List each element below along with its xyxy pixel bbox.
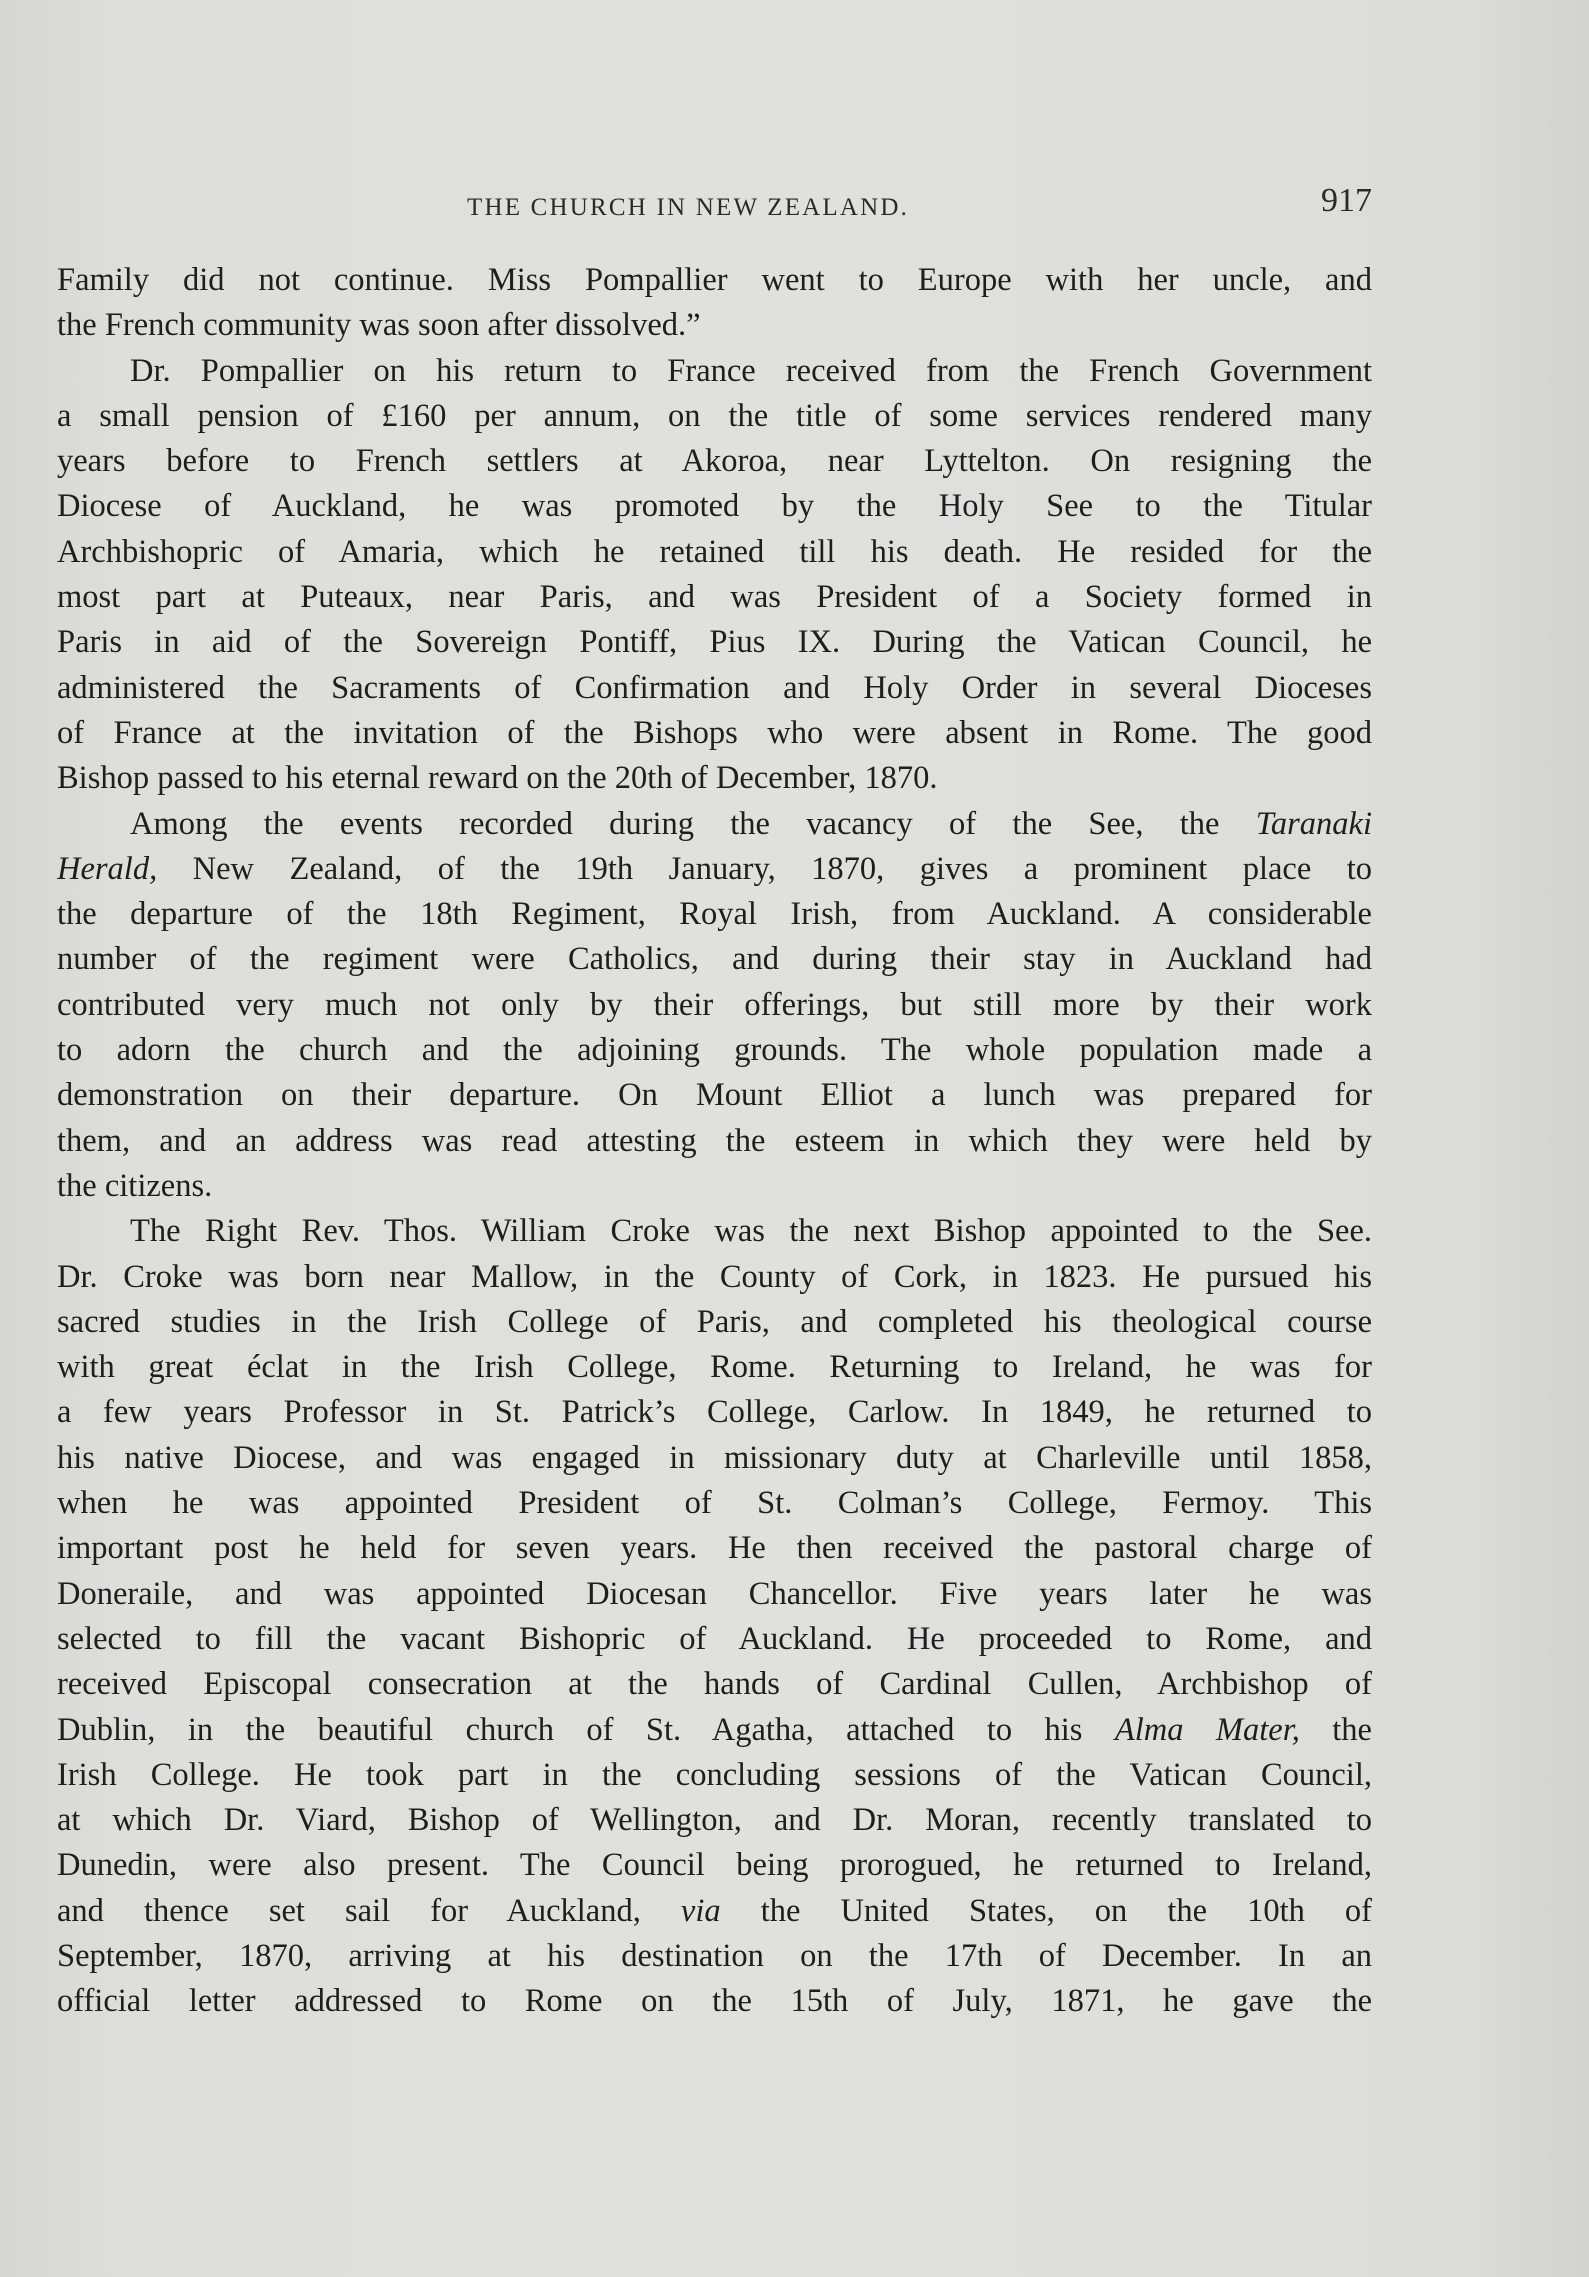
text-line: when he was appointed President of St. Colman’s College, Fermoy. This [57,1485,1372,1522]
text-line: to adorn the church and the adjoining grounds. The whole population made a [57,1032,1372,1069]
italic-word: via [680,1892,721,1929]
running-title: THE CHURCH IN NEW ZEALAND. [467,194,910,221]
text-line: of France at the invitation of the Bishops who were absent in Rome. The good [57,714,1372,751]
text-line: the citizens. [57,1167,213,1204]
text-line: Doneraile, and was appointed Diocesan Chancellor. Five years later he was [57,1575,1372,1612]
text-line: selected to fill the vacant Bishopric of Auckland. He proceeded to Rome, and [57,1620,1372,1657]
text-line: number of the regiment were Catholics, and during their stay in Auckland had [57,941,1372,978]
text-line: Paris in aid of the Sovereign Pontiff, Pius IX. During the Vatican Council, he [57,624,1372,661]
text-line: years before to French settlers at Akoroa, near Lyttelton. On resigning the [57,443,1372,480]
text-line: important post he held for seven years. He then received the pastoral charge of [57,1530,1372,1567]
text-line: official letter addressed to Rome on the 15th of July, 1871, he gave the [57,1983,1372,2020]
text-line: demonstration on their departure. On Mount Elliot a lunch was prepared for [57,1077,1372,1114]
text-line: Diocese of Auckland, he was promoted by the Holy See to the Titular [57,488,1372,525]
text-line: Irish College. He took part in the concluding sessions of the Vatican Council, [57,1756,1372,1793]
text-line: Family did not continue. Miss Pompallier went to Europe with her uncle, and [57,262,1372,298]
text-line: Dr. Croke was born near Mallow, in the County of Cork, in 1823. He pursued his [57,1258,1372,1295]
italic-title: Taranaki [1255,805,1372,842]
text-line: most part at Puteaux, near Paris, and was President of a Society formed in [57,579,1372,616]
text-line: the departure of the 18th Regiment, Royal Irish, from Auckland. A considerable [57,896,1372,933]
running-head [57,182,1372,238]
text-line: received Episcopal consecration at the hands of Cardinal Cullen, Archbishop of [57,1666,1372,1703]
text-line: The Right Rev. Thos. William Croke was the next Bishop appointed to the See. [130,1213,1372,1250]
text-line: contributed very much not only by their offerings, but still more by their work [57,986,1372,1023]
page-number: 917 [1321,182,1372,219]
text-line: and thence set sail for Auckland, via the United States, on the 10th of [57,1892,1372,1929]
text-line: administered the Sacraments of Confirmation and Holy Order in several Dioceses [57,669,1372,706]
text-line: them, and an address was read attesting the esteem in which they were held by [57,1122,1372,1159]
text-line: his native Diocese, and was engaged in missionary duty at Charleville until 1858, [57,1439,1372,1476]
text-line: the French community was soon after dissolved.” [57,307,701,344]
text-line: Among the events recorded during the vacancy of the See, the Taranaki [130,805,1372,842]
text-line: Archbishopric of Amaria, which he retained till his death. He resided for the [57,533,1372,570]
body-text [57,258,1372,2025]
text-line: Herald, New Zealand, of the 19th January, 1870, gives a prominent place to [57,850,1372,887]
text-line: a small pension of £160 per annum, on the title of some services rendered many [57,397,1372,434]
text-line: a few years Professor in St. Patrick’s College, Carlow. In 1849, he returned to [57,1394,1372,1431]
text-line: at which Dr. Viard, Bishop of Wellington, and Dr. Moran, recently translated to [57,1802,1372,1839]
text-line: Bishop passed to his eternal reward on the 20th of December, 1870. [57,760,938,797]
text-line: sacred studies in the Irish College of Paris, and completed his theological course [57,1303,1372,1340]
text-line: Dunedin, were also present. The Council being prorogued, he returned to Ireland, [57,1847,1372,1884]
italic-title: Herald, [57,850,158,887]
italic-phrase: Alma Mater, [1114,1711,1300,1748]
text-line: Dublin, in the beautiful church of St. Agatha, attached to his Alma Mater, the [57,1711,1372,1748]
text-line: Dr. Pompallier on his return to France received from the French Government [130,352,1372,389]
text-line: with great éclat in the Irish College, Rome. Returning to Ireland, he was for [57,1349,1372,1386]
text-line: September, 1870, arriving at his destination on the 17th of December. In an [57,1937,1372,1974]
